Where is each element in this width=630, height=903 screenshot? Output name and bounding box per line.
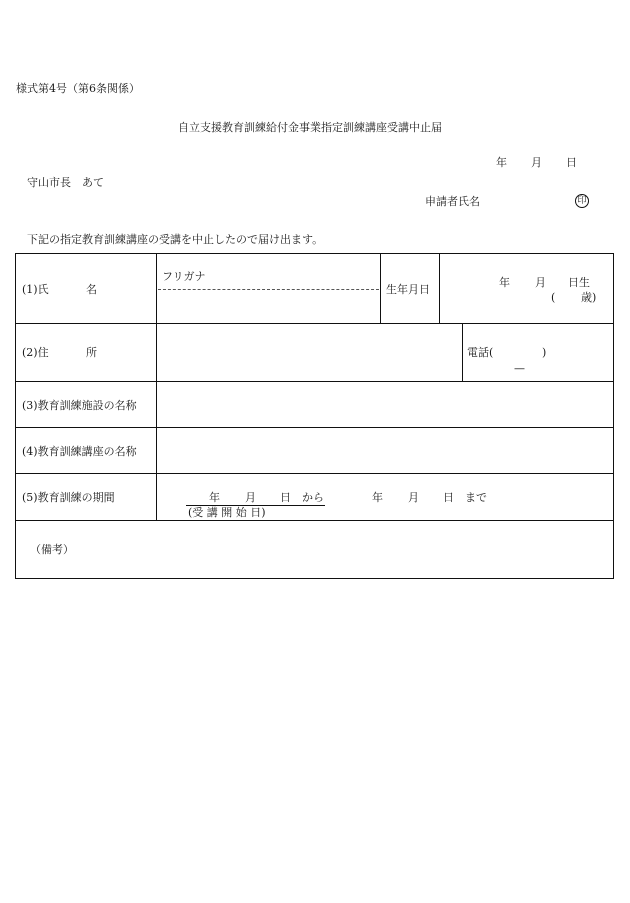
label-column-divider: [156, 254, 157, 520]
addressee: 守山市長 あて: [27, 176, 104, 189]
period-from: から: [302, 491, 324, 504]
birth-column-divider: [439, 254, 440, 323]
name-label-num: (1)氏: [22, 283, 49, 296]
row-divider: [16, 381, 613, 382]
phone-column-divider: [462, 323, 463, 381]
applicant-name-label: 申請者氏名: [425, 195, 480, 208]
name-label-rest: 名: [86, 283, 97, 296]
period-until: まで: [465, 491, 487, 504]
course-label: (4)教育訓練講座の名称: [22, 445, 137, 458]
age-close: 歳): [581, 291, 597, 304]
period-end-day: 日: [443, 491, 454, 504]
period-start-month: 月: [245, 491, 256, 504]
remarks-label: （備考）: [30, 543, 74, 556]
period-start-year: 年: [209, 491, 220, 504]
seal-mark: 印: [575, 194, 589, 208]
phone-close: ): [542, 346, 547, 359]
birthdate-label: 生年月日: [386, 283, 430, 296]
address-label-num: (2)住: [22, 346, 49, 359]
row-divider: [16, 427, 613, 428]
birth-year: 年: [499, 276, 510, 289]
facility-label: (3)教育訓練施設の名称: [22, 399, 137, 412]
page-title: 自立支援教育訓練給付金事業指定訓練講座受講中止届: [178, 121, 442, 134]
period-start-note: (受 講 開 始 日): [188, 506, 266, 519]
date-year: 年: [496, 156, 507, 169]
row-divider: [16, 520, 613, 521]
phone-dash: —: [514, 362, 525, 375]
form-table: [15, 253, 614, 579]
furigana-label: フリガナ: [162, 270, 206, 283]
period-end-month: 月: [408, 491, 419, 504]
period-start-day: 日: [280, 491, 291, 504]
birth-day: 日生: [568, 276, 590, 289]
birth-column-divider: [380, 254, 381, 323]
form-number: 様式第4号（第6条関係）: [16, 82, 140, 95]
phone-label: 電話(: [467, 346, 494, 359]
date-day: 日: [566, 156, 577, 169]
furigana-separator: [158, 289, 379, 290]
intro-text: 下記の指定教育訓練講座の受講を中止したので届け出ます。: [27, 233, 324, 246]
birth-month: 月: [535, 276, 546, 289]
row-divider: [16, 323, 613, 324]
period-end-year: 年: [372, 491, 383, 504]
period-label: (5)教育訓練の期間: [22, 491, 115, 504]
row-divider: [16, 473, 613, 474]
address-label-rest: 所: [86, 346, 97, 359]
date-month: 月: [531, 156, 542, 169]
age-open: (: [551, 291, 556, 304]
